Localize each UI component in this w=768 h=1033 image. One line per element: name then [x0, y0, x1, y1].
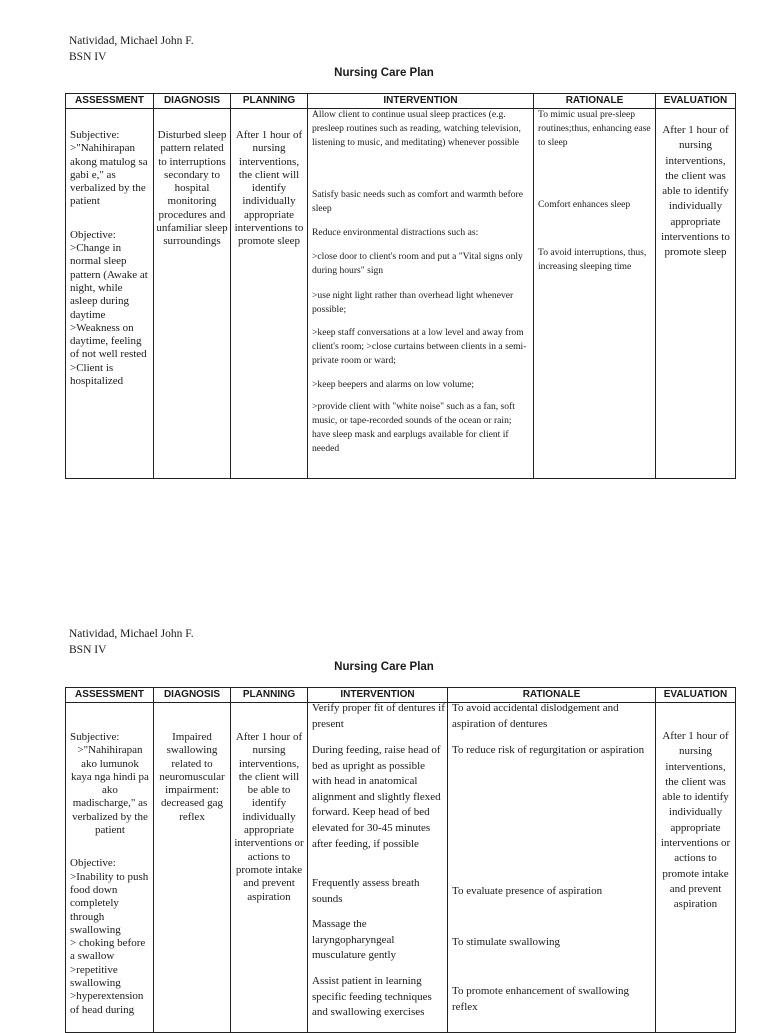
- intervention-item: >close door to client's room and put a "Vital signs only during hours" sign: [312, 251, 523, 276]
- planning-cell: [231, 109, 308, 479]
- header-rationale: RATIONALE: [448, 688, 656, 703]
- planning-cell: [231, 703, 308, 1033]
- page-title: Nursing Care Plan: [334, 67, 434, 79]
- page-title: Nursing Care Plan: [334, 661, 434, 673]
- intervention-cell: [308, 109, 534, 479]
- header-evaluation: EVALUATION: [656, 94, 736, 109]
- student-name: Natividad, Michael John F.: [69, 628, 194, 640]
- rationale-item: To avoid accidental dislodgement and aspiration of dentures: [452, 702, 619, 730]
- rationale-item: Comfort enhances sleep: [538, 199, 631, 210]
- student-name: Natividad, Michael John F.: [69, 35, 194, 47]
- intervention-item: Massage the laryngopharyngeal musculature gently: [312, 918, 397, 962]
- rationale-cell: [448, 703, 656, 1033]
- diagnosis-text: Disturbed sleep pattern related to interruptions secondary to hospital monitoring procedures and unfamiliar sleep surroundings: [156, 129, 228, 248]
- objective-item: >repetitive swallowing: [70, 963, 121, 990]
- rationale-item: To stimulate swallowing: [452, 936, 560, 948]
- rationale-item: To mimic usual pre-sleep routines;thus, enhancing ease to sleep: [538, 109, 651, 148]
- intervention-item: >use night light rather than overhead light whenever possible;: [312, 290, 514, 315]
- objective-item: >Change in normal sleep pattern (Awake at night, while asleep during daytime: [70, 242, 148, 321]
- diagnosis-text: Impaired swallowing related to neuromuscular impairment: decreased gag reflex: [159, 731, 225, 823]
- rationale-cell: [534, 109, 656, 479]
- objective-item: >Weakness on daytime, feeling of not well rested: [70, 321, 147, 361]
- intervention-item: Satisfy basic needs such as comfort and warmth before sleep: [312, 189, 523, 214]
- planning-text: After 1 hour of nursing interventions, the client will identify individually appropriate interventions to promote sleep: [234, 129, 304, 248]
- header-planning: PLANNING: [231, 94, 308, 109]
- header-assessment: ASSESSMENT: [66, 688, 154, 703]
- diagnosis-cell: [154, 109, 231, 479]
- intervention-item: Verify proper fit of dentures if present: [312, 702, 445, 730]
- objective-item: >hyperextension of head during: [70, 990, 144, 1016]
- evaluation-text: After 1 hour of nursing interventions, the client was able to identify individually appropriate interventions or actions to promote intake and prevent aspiration: [660, 730, 731, 911]
- course-label: BSN IV: [69, 51, 107, 63]
- objective-item: >Inability to push food down completely through swallowing: [70, 870, 149, 936]
- intervention-item: >keep beepers and alarms on low volume;: [312, 379, 475, 390]
- header-intervention: INTERVENTION: [308, 94, 534, 109]
- subjective-text: >"Nahihirapan akong matulog sa gabi e," as verbalized by the patient: [70, 142, 148, 208]
- evaluation-cell: [656, 703, 736, 1033]
- header-intervention: INTERVENTION: [308, 688, 448, 703]
- objective-label: Objective:: [70, 857, 116, 870]
- intervention-item: Reduce environmental distractions such as:: [312, 227, 479, 238]
- rationale-item: To evaluate presence of aspiration: [452, 885, 603, 897]
- objective-label: Objective:: [70, 228, 116, 241]
- header-evaluation: EVALUATION: [656, 688, 736, 703]
- intervention-cell: [308, 703, 448, 1033]
- subjective-label: Subjective:: [70, 129, 120, 141]
- header-diagnosis: DIAGNOSIS: [154, 688, 231, 703]
- care-plan-table: [65, 93, 736, 479]
- intervention-item: Allow client to continue usual sleep practices (e.g. presleep routines such as reading, watching television, listening to music, and meditating) whenever possible: [312, 109, 521, 148]
- planning-text: After 1 hour of nursing interventions, the client will be able to identify individually appropriate interventions or actions to promote intake and prevent aspiration: [234, 731, 304, 903]
- assessment-cell: [66, 109, 154, 479]
- intervention-item: >provide client with "white noise" such as a fan, soft music, or tape-recorded sounds of the ocean or rain; have sleep mask and earplugs available for client if needed: [312, 401, 515, 454]
- intervention-item: During feeding, raise head of bed as upright as possible with head in anatomical alignment and slightly flexed forward. Keep head of bed elevated for 30-45 minutes after feeding, if possible: [312, 744, 441, 850]
- header-planning: PLANNING: [231, 688, 308, 703]
- evaluation-text: After 1 hour of nursing interventions, the client was able to identify individually appropriate interventions to promote sleep: [661, 124, 730, 259]
- header-rationale: RATIONALE: [534, 94, 656, 109]
- objective-item: > choking before a swallow: [70, 937, 146, 963]
- care-plan-table: [65, 687, 736, 1033]
- diagnosis-cell: [154, 703, 231, 1033]
- assessment-cell: [66, 703, 154, 1033]
- subjective-text: >"Nahihirapan ako lumunok kaya nga hindi pa ako madischarge," as verbalized by the patient: [71, 744, 149, 837]
- intervention-item: >keep staff conversations at a low level and away from client's room; >close curtains between clients in a semi-private room or ward;: [312, 327, 527, 366]
- header-diagnosis: DIAGNOSIS: [154, 94, 231, 109]
- intervention-item: Frequently assess breath sounds: [312, 877, 420, 905]
- evaluation-cell: [656, 109, 736, 479]
- rationale-item: To promote enhancement of swallowing reflex: [452, 985, 630, 1013]
- header-assessment: ASSESSMENT: [66, 94, 154, 109]
- intervention-item: Assist patient in learning specific feeding techniques and swallowing exercises: [312, 975, 432, 1019]
- rationale-item: To avoid interruptions, thus, increasing sleeping time: [538, 247, 647, 272]
- course-label: BSN IV: [69, 644, 107, 656]
- subjective-label: Subjective:: [70, 731, 120, 743]
- rationale-item: To reduce risk of regurgitation or aspiration: [452, 744, 645, 756]
- objective-item: >Client is hospitalized: [70, 361, 124, 388]
